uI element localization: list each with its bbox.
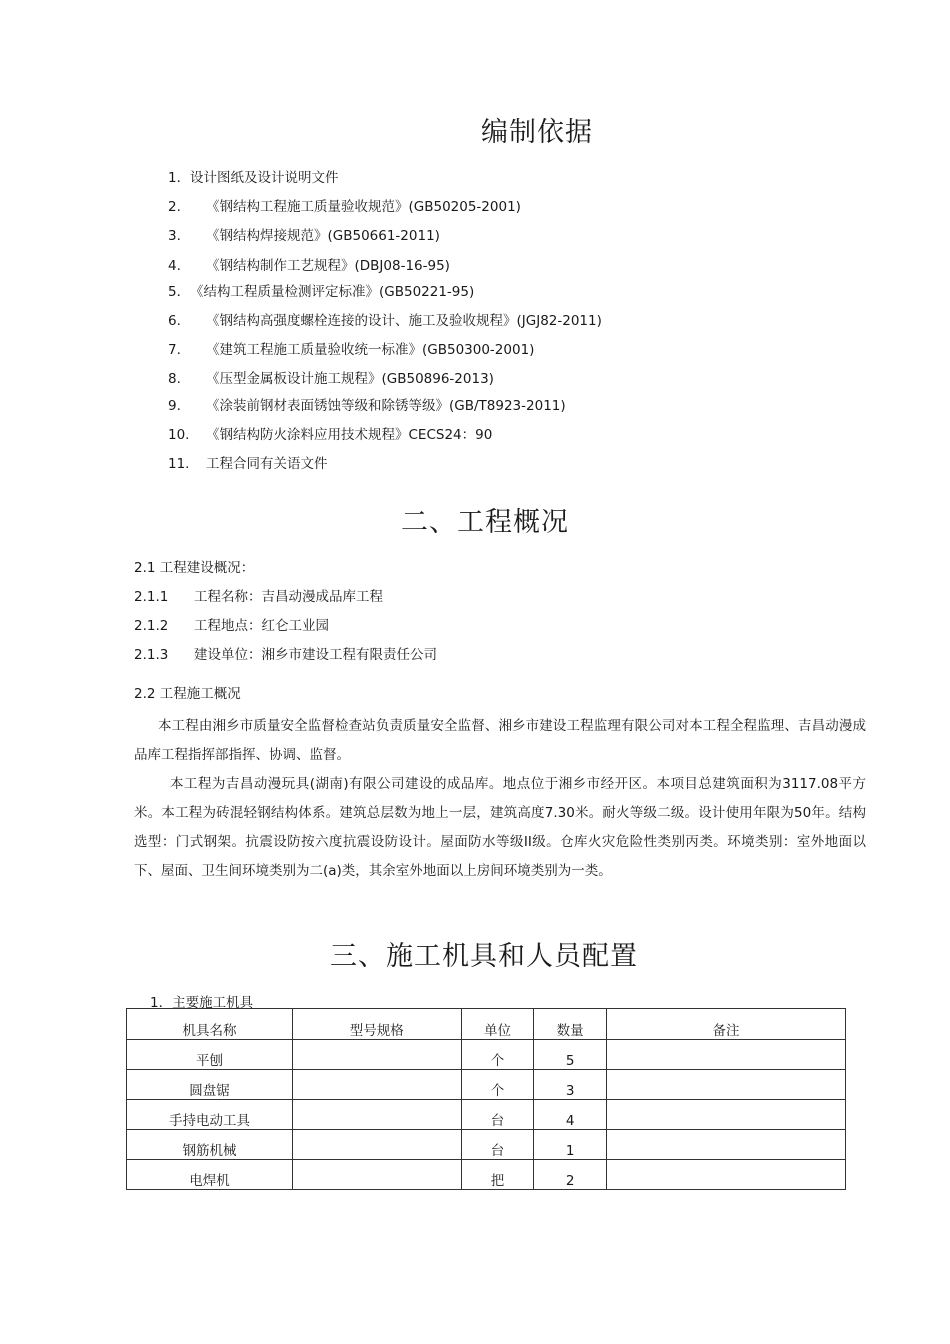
list-item: 6. 《钢结构高强度螺栓连接的设计、施工及验收规程》(JGJ82-2011): [168, 313, 602, 329]
table-row: [127, 1040, 846, 1070]
list-item: 10. 《钢结构防火涂料应用技术规程》CECS24：90: [168, 427, 493, 443]
table-cell: [607, 1130, 846, 1160]
list-item: 8. 《压型金属板设计施工规程》(GB50896-2013): [168, 371, 494, 387]
subsection-heading: 2.2 工程施工概况: [134, 686, 241, 702]
table-cell: 4: [534, 1100, 607, 1130]
equipment-table: [126, 1008, 846, 1190]
list-item: 2. 《钢结构工程施工质量验收规范》(GB50205-2001): [168, 199, 521, 215]
table-cell: 把: [461, 1160, 534, 1190]
table-cell: [607, 1100, 846, 1130]
table-cell: 个: [461, 1070, 534, 1100]
list-item: 2.1.3 建设单位：湘乡市建设工程有限责任公司: [134, 647, 437, 663]
table-cell: 手持电动工具: [127, 1100, 293, 1130]
table-cell: 台: [461, 1100, 534, 1130]
table-cell: 1: [534, 1130, 607, 1160]
list-item: 2.1.1 工程名称：吉昌动漫成品库工程: [134, 589, 383, 605]
list-item: 7. 《建筑工程施工质量验收统一标准》(GB50300-2001): [168, 342, 535, 358]
table-cell: 电焊机: [127, 1160, 293, 1190]
paragraph: 本工程由湘乡市质量安全监督检查站负责质量安全监督、湘乡市建设工程监理有限公司对本工程全程监理、吉昌动漫成品库工程指挥部指挥、协调、监督。: [134, 718, 866, 763]
list-item: 4. 《钢结构制作工艺规程》(DBJ08-16-95): [168, 258, 450, 274]
paragraph: 本工程为吉昌动漫玩具(湖南)有限公司建设的成品库。地点位于湘乡市经开区。本项目总建筑面积为3117.08平方米。本工程为砖混轻钢结构体系。建筑总层数为地上一层，建筑高度7.30米。耐火等级二级。设计使用年限为50年。结构选型：门式钢架。抗震设防按六度抗震设防设计。屋面防水等级II级。仓库火灾危险性类别丙类。环境类别：室外地面以下、屋面、卫生间环境类别为二(a)类，其余室外地面以上房间环境类别为一类。: [134, 776, 866, 879]
header-cell: 单位: [461, 1009, 534, 1040]
table-row: [127, 1160, 846, 1190]
list-item: 11. 工程合同有关语文件: [168, 456, 328, 472]
table-cell: 个: [461, 1040, 534, 1070]
header-cell: 数量: [534, 1009, 607, 1040]
table-row: [127, 1070, 846, 1100]
table-cell: [292, 1100, 461, 1130]
table-caption: 1．主要施工机具: [150, 995, 254, 1011]
list-item: 2.1.2 工程地点：红仑工业园: [134, 618, 329, 634]
header-cell: 备注: [607, 1009, 846, 1040]
table-cell: 圆盘锯: [127, 1070, 293, 1100]
table-cell: [292, 1160, 461, 1190]
list-item: 3. 《钢结构焊接规范》(GB50661-2011): [168, 228, 440, 244]
table-cell: 钢筋机械: [127, 1130, 293, 1160]
list-item: 5．《结构工程质量检测评定标准》(GB50221-95): [168, 284, 475, 300]
table-cell: 2: [534, 1160, 607, 1190]
table-cell: 台: [461, 1130, 534, 1160]
section1-title: 编制依据: [481, 117, 593, 148]
header-cell: 机具名称: [127, 1009, 293, 1040]
table-cell: 平刨: [127, 1040, 293, 1070]
table-cell: [292, 1040, 461, 1070]
table-cell: [607, 1070, 846, 1100]
section3-title: 三、施工机具和人员配置: [330, 941, 638, 972]
table-cell: [292, 1130, 461, 1160]
table-cell: 3: [534, 1070, 607, 1100]
header-cell: 型号规格: [292, 1009, 461, 1040]
table-cell: [607, 1160, 846, 1190]
table-header-row: [127, 1009, 846, 1040]
list-item: 1．设计图纸及设计说明文件: [168, 170, 339, 186]
table-cell: [607, 1040, 846, 1070]
table-row: [127, 1130, 846, 1160]
table-cell: [292, 1070, 461, 1100]
section2-title: 二、工程概况: [401, 507, 569, 538]
subsection-heading: 2.1 工程建设概况：: [134, 560, 255, 576]
table-cell: 5: [534, 1040, 607, 1070]
list-item: 9. 《涂装前钢材表面锈蚀等级和除锈等级》(GB/T8923-2011): [168, 398, 566, 414]
table-row: [127, 1100, 846, 1130]
